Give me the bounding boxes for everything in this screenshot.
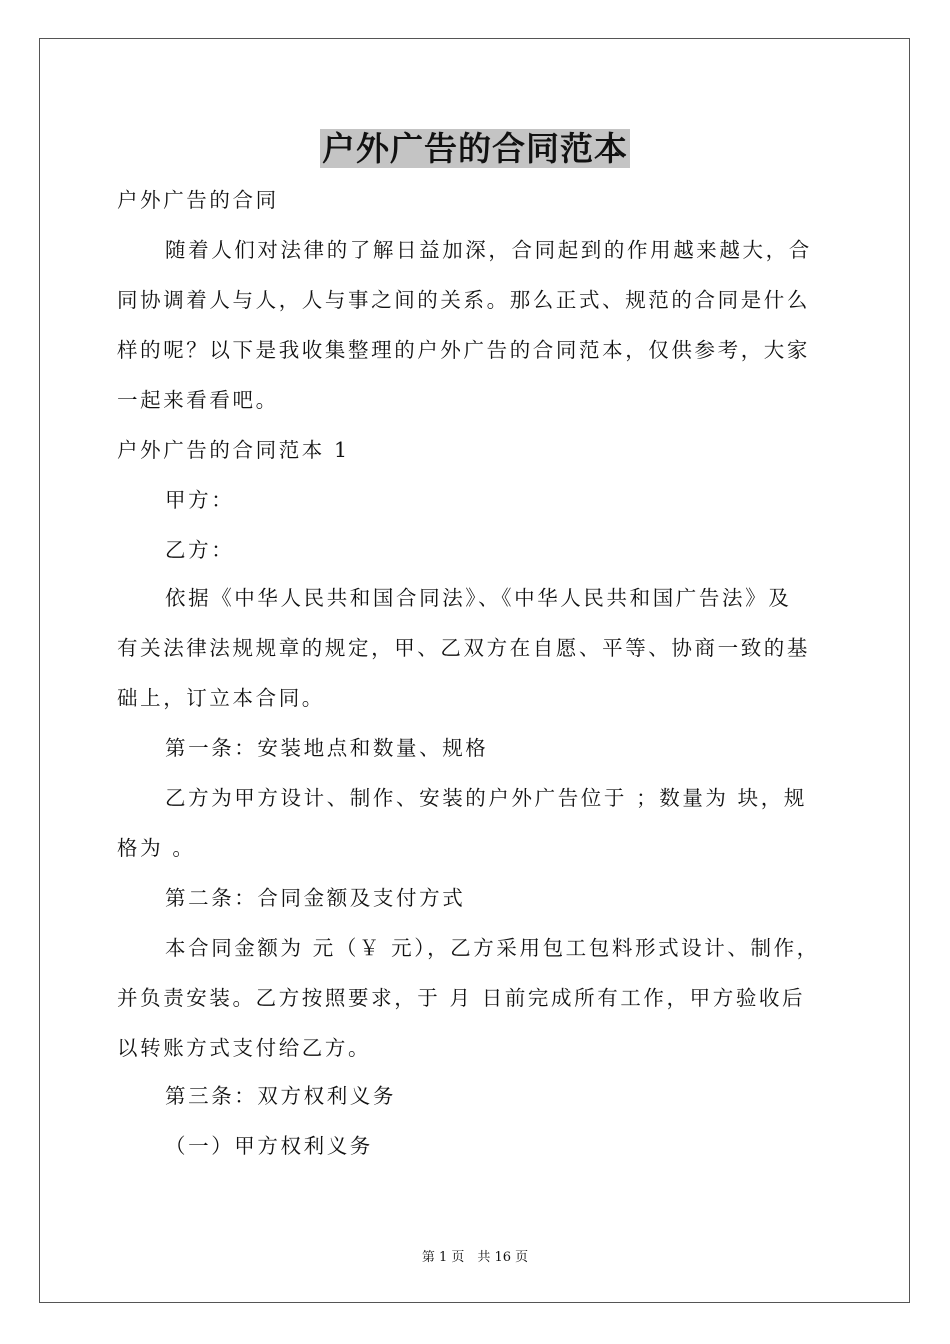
paragraph-line: 有关法律法规规章的规定，甲、乙双方在自愿、平等、协商一致的基 xyxy=(117,636,810,660)
page-footer: 第 1 页 共 16 页 xyxy=(421,1250,529,1265)
paragraph-line: 随着人们对法律的了解日益加深，合同起到的作用越来越大，合 xyxy=(165,238,812,262)
clause-heading: 第三条：双方权利义务 xyxy=(165,1084,396,1108)
paragraph-line: 样的呢？以下是我收集整理的户外广告的合同范本，仅供参考，大家 xyxy=(117,338,810,362)
clause-heading: 第一条：安装地点和数量、规格 xyxy=(165,736,489,760)
document-title-wrap xyxy=(0,128,950,170)
section-heading: 户外广告的合同范本 1 xyxy=(117,438,350,462)
subtitle-line: 户外广告的合同 xyxy=(117,188,279,212)
document-title: 户外广告的合同范本 xyxy=(322,129,628,168)
paragraph-line: 本合同金额为 元（￥ 元），乙方采用包工包料形式设计、制作， xyxy=(165,936,820,960)
page-border xyxy=(39,38,910,1303)
clause-heading: 第二条：合同金额及支付方式 xyxy=(165,886,466,910)
paragraph-line: 同协调着人与人，人与事之间的关系。那么正式、规范的合同是什么 xyxy=(117,288,810,312)
party-b-line: 乙方： xyxy=(165,538,235,562)
paragraph-line: 一起来看看吧。 xyxy=(117,388,279,412)
sub-clause-heading: （一）甲方权利义务 xyxy=(165,1134,373,1158)
paragraph-line: 依据《中华人民共和国合同法》、《中华人民共和国广告法》及 xyxy=(165,586,792,610)
paragraph-line: 础上，订立本合同。 xyxy=(117,686,325,710)
paragraph-line: 格为 。 xyxy=(117,836,196,860)
paragraph-line: 并负责安装。乙方按照要求，于 月 日前完成所有工作，甲方验收后 xyxy=(117,986,806,1010)
paragraph-line: 乙方为甲方设计、制作、安装的户外广告位于 ；数量为 块，规 xyxy=(165,786,807,810)
paragraph-line: 以转账方式支付给乙方。 xyxy=(117,1036,372,1060)
party-a-line: 甲方： xyxy=(165,488,235,512)
